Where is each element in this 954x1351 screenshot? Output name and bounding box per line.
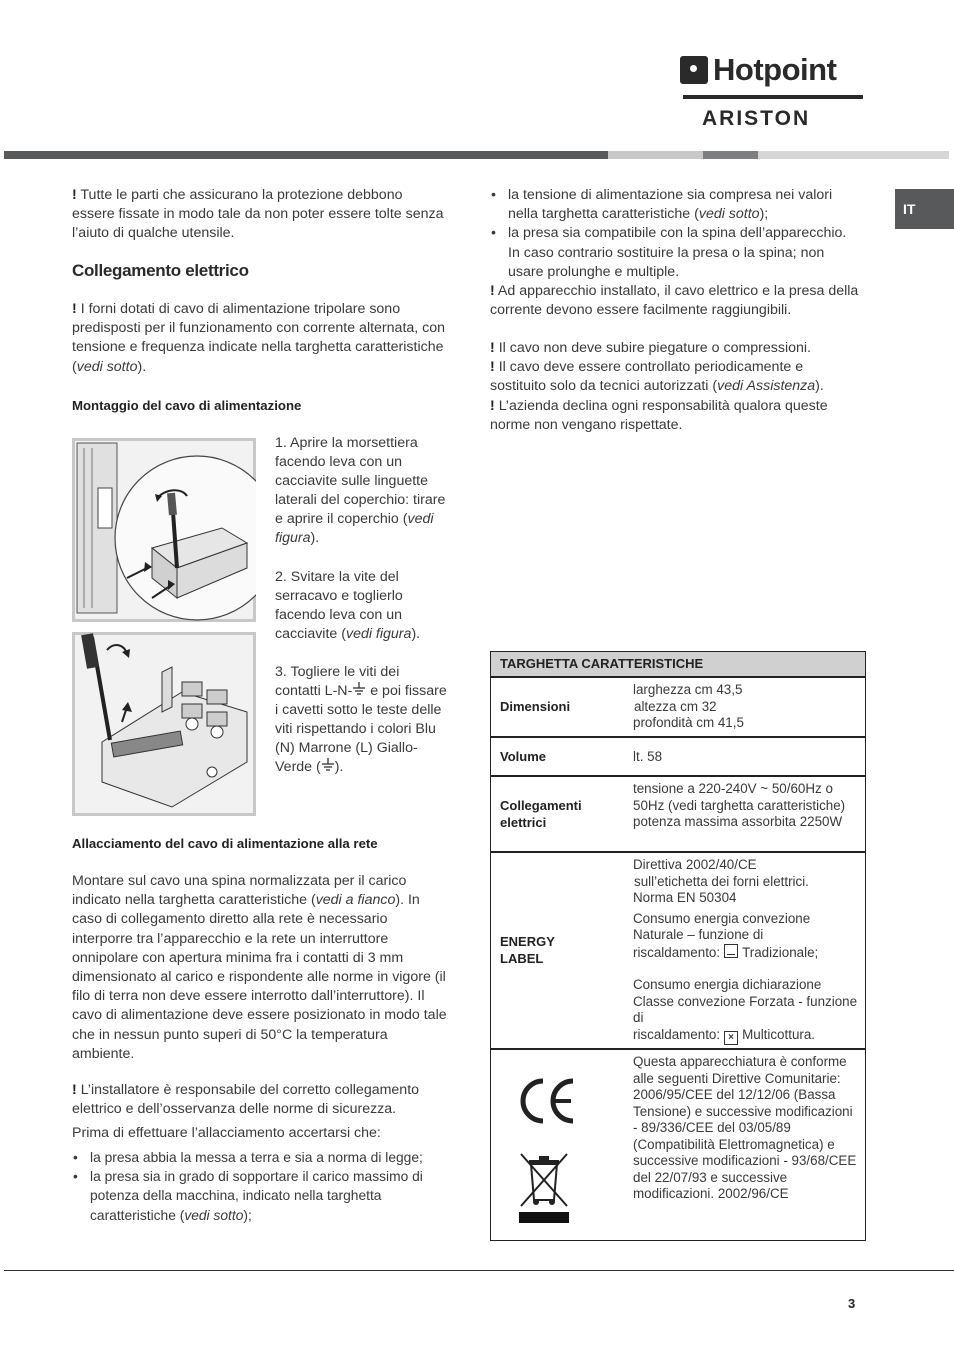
warning-mark-icon: ! xyxy=(490,359,495,376)
left-paragraph-1 xyxy=(72,872,447,1064)
brand-wordmark xyxy=(680,52,836,88)
table-row xyxy=(491,1050,865,1240)
header-band-dark xyxy=(4,151,608,159)
brand-logo xyxy=(680,52,866,132)
row-label-electrical-line-2: elettrici xyxy=(500,815,547,830)
right-warning-3-text-a: Il cavo deve essere controllato periodicamente e sostituito solo da tecnici autorizzati ( xyxy=(490,359,804,395)
header-band-light-2 xyxy=(758,151,949,159)
right-warning-4-text: L’azienda declina ogni responsabilità qualora queste norme non vengano rispettate. xyxy=(490,397,828,433)
energy-standard: Norma EN 50304 xyxy=(633,890,737,905)
table-row xyxy=(491,777,865,853)
right-warning-1 xyxy=(490,282,862,320)
right-bullet-1-text-a: la tensione di alimentazione sia compresa nei valori nella targhetta caratteristiche ( xyxy=(508,187,833,223)
right-bullet-1-ref: vedi sotto xyxy=(698,206,760,223)
step-1-ref: vedi figura xyxy=(275,511,434,547)
list-item xyxy=(72,1148,447,1167)
energy-heating-label-1: riscaldamento: xyxy=(633,944,721,960)
cable-clamp-illustration xyxy=(72,632,256,816)
sub-brand-name: ARISTON xyxy=(702,107,811,130)
row-value-volume: lt. 58 xyxy=(633,749,663,764)
dimension-depth: profondità cm 41,5 xyxy=(633,715,744,730)
left-warning-3-text: L’installatore è responsabile del corretto collegamento elettrico e dell’osservanza delle norme di sicurezza. xyxy=(72,1082,420,1118)
left-bullet-2-ref: vedi sotto xyxy=(184,1207,244,1223)
step-1 xyxy=(275,434,447,549)
header-band-light xyxy=(608,151,703,159)
warning-mark-icon: ! xyxy=(72,187,77,203)
step-2-text-a: 2. Svitare la vite del serracavo e toglierlo facendo leva con un cacciavite ( xyxy=(275,568,403,642)
header-band-mid xyxy=(703,151,758,159)
logo-rule xyxy=(683,95,863,99)
energy-directive: Direttiva 2002/40/CE xyxy=(633,857,757,872)
table-row xyxy=(491,738,865,777)
right-warning-3-text-b: ). xyxy=(815,378,824,395)
right-checklist xyxy=(490,186,862,282)
step-1-text-a: 1. Aprire la morsettiera facendo leva con un cacciavite sulle linguette laterali del coperchio: tirare e aprire il coperchio ( xyxy=(275,435,446,528)
warning-mark-icon: ! xyxy=(490,340,495,356)
row-value-electrical: tensione a 220-240V ~ 50/60Hz o 50Hz (vedi targhetta caratteristiche) potenza massima assorbita 2250W xyxy=(633,781,846,829)
warning-mark-icon: ! xyxy=(490,397,495,414)
left-warning-2-text-b: ). xyxy=(137,358,147,375)
step-2-ref: vedi figura xyxy=(345,625,412,642)
table-row xyxy=(491,853,865,1050)
list-item xyxy=(490,224,862,282)
row-value-energy xyxy=(633,857,858,1045)
step-3-text-a: 3. Togliere le viti dei contatti L-N- xyxy=(275,663,400,700)
energy-label-scope: sull’etichetta dei forni elettrici. xyxy=(634,873,809,889)
multicooking-mode-icon: × xyxy=(724,1031,738,1045)
left-paragraph-2: Prima di effettuare l’allacciamento accertarsi che: xyxy=(72,1125,381,1141)
warning-mark-icon: ! xyxy=(490,283,495,299)
list-item xyxy=(490,186,862,224)
warning-mark-icon: ! xyxy=(72,1082,77,1098)
dimension-width: larghezza cm 43,5 xyxy=(633,682,743,697)
row-label-energy-line-1: ENERGY xyxy=(500,934,555,949)
ground-symbol-icon xyxy=(321,758,335,770)
left-bullet-2-text-a: la presa sia in grado di sopportare il carico massimo di potenza della macchina, indicato nella targhetta caratteristiche ( xyxy=(90,1169,423,1223)
step-2-text-b: ). xyxy=(411,625,421,642)
traditional-mode-icon xyxy=(724,944,738,958)
energy-heating-label-2: riscaldamento: xyxy=(633,1026,721,1042)
table-row xyxy=(491,678,865,738)
footer-rule xyxy=(4,1270,954,1271)
table-title: TARGHETTA CARATTERISTICHE xyxy=(500,656,704,671)
brand-mark-icon xyxy=(680,56,708,84)
left-checklist xyxy=(72,1148,447,1225)
section-heading: Collegamento elettrico xyxy=(72,261,249,280)
row-label-volume: Volume xyxy=(500,749,546,764)
right-bullet-1-text-b: ); xyxy=(759,206,769,223)
ce-mark-icon xyxy=(515,1075,577,1132)
weee-bin-icon xyxy=(517,1150,571,1230)
left-warning-3 xyxy=(72,1081,447,1119)
list-item xyxy=(72,1167,447,1225)
brand-name: Hotpoint xyxy=(713,52,837,87)
warning-mark-icon: ! xyxy=(72,301,77,317)
left-bullet-1-text: la presa abbia la messa a terra e sia a norma di legge; xyxy=(90,1150,423,1165)
figure-cable-clamp xyxy=(72,632,256,816)
left-paragraph-1-ref: vedi a fianco xyxy=(315,892,396,909)
right-bullet-2-text: la presa sia compatibile con la spina dell’apparecchio. In caso contrario sostituire la presa o la spina; non usare prolunghe e multiple. xyxy=(508,225,847,280)
row-label-energy-line-2: LABEL xyxy=(500,951,544,966)
ce-compliance-text: Questa apparecchiatura è conforme alle seguenti Direttive Comunitarie: 2006/95/CEE del 12/12/06 (Bassa Tensione) e successive modificazioni - 89/336/CEE del 03/05/89 (Compatibilità Elettromagnetica) e successive modificazioni - 93/68/CEE del 22/07/93 e successive modificazioni. 2002/96/CE xyxy=(633,1054,857,1201)
energy-multicooking: Multicottura. xyxy=(742,1026,816,1042)
page-number: 3 xyxy=(848,1296,856,1311)
table-header xyxy=(491,651,865,678)
rating-plate-table xyxy=(490,651,866,1241)
step-3 xyxy=(275,663,447,778)
right-warning-3-ref: vedi Assistenza xyxy=(717,378,816,395)
ground-symbol-icon xyxy=(352,682,366,694)
left-warning-1 xyxy=(72,186,447,244)
left-warning-1-text: Tutte le parti che assicurano la protezione debbono essere fissate in modo tale da non poter essere tolte senza l’aiuto di qualche utensile. xyxy=(72,187,444,242)
right-warning-2-text: Il cavo non deve subire piegature o compressioni. xyxy=(498,340,811,356)
terminal-box-illustration xyxy=(72,438,256,622)
step-1-text-b: ). xyxy=(310,530,320,547)
step-3-text-b: e poi fissare i cavetti sotto le teste delle viti rispettando i colori Blu (N) Marrone (L) Giallo-Verde ( xyxy=(275,683,447,776)
row-label-electrical-line-1: Collegamenti xyxy=(500,798,582,813)
step-3-text-c: ). xyxy=(334,759,344,776)
dimension-height: altezza cm 32 xyxy=(634,698,717,714)
right-warnings-block xyxy=(490,339,862,435)
row-value-dimensions xyxy=(633,682,858,732)
left-warning-2-text-a: I forni dotati di cavo di alimentazione tripolare sono predisposti per il funzionamento con corrente alternata, con tensione e frequenza indicate nella targhetta caratteristiche ( xyxy=(72,301,446,375)
energy-multicooking-line xyxy=(633,1027,858,1045)
right-warning-1-text: Ad apparecchio installato, il cavo elettrico e la presa della corrente devono essere facilmente raggiungibili. xyxy=(490,283,859,319)
subheading-mains-connection: Allacciamento del cavo di alimentazione alla rete xyxy=(72,836,378,851)
figure-terminal-box-open xyxy=(72,438,256,622)
left-paragraph-1-text-a: Montare sul cavo una spina normalizzata per il carico indicato nella targhetta caratteristiche ( xyxy=(72,873,407,909)
row-label-dimensions: Dimensioni xyxy=(500,699,571,714)
subheading-cable-assembly: Montaggio del cavo di alimentazione xyxy=(72,398,302,413)
left-warning-2-ref: vedi sotto xyxy=(76,358,138,375)
assembly-steps xyxy=(275,434,447,797)
energy-traditional-line xyxy=(633,944,858,962)
energy-forced-convection: Consumo energia dichiarazione Classe convezione Forzata - funzione di xyxy=(633,977,858,1025)
row-label-electrical xyxy=(500,797,582,831)
left-warning-2 xyxy=(72,300,447,377)
energy-traditional: Tradizionale; xyxy=(742,944,819,960)
energy-natural-convection: Consumo energia convezione Naturale – funzione di xyxy=(633,910,811,942)
language-tab xyxy=(895,189,954,229)
row-label-energy xyxy=(500,933,555,967)
step-2 xyxy=(275,568,447,644)
language-tab-label: IT xyxy=(903,201,916,217)
left-bullet-2-text-b: ); xyxy=(243,1207,252,1223)
left-paragraph-1-text-b: ). In caso di collegamento diretto alla rete è necessario interporre tra l’apparecchio e la rete un interruttore onnipolare con apertura minima fra i contatti di 3 mm dimensionato al carico e rispondente alle norme in vigore (il filo di terra non deve essere interrotto dall’interruttore). Il cavo di alimentazione deve essere posizionato in modo tale che in nessun punto superi di 50°C la temperatura ambiente. xyxy=(72,892,447,1062)
